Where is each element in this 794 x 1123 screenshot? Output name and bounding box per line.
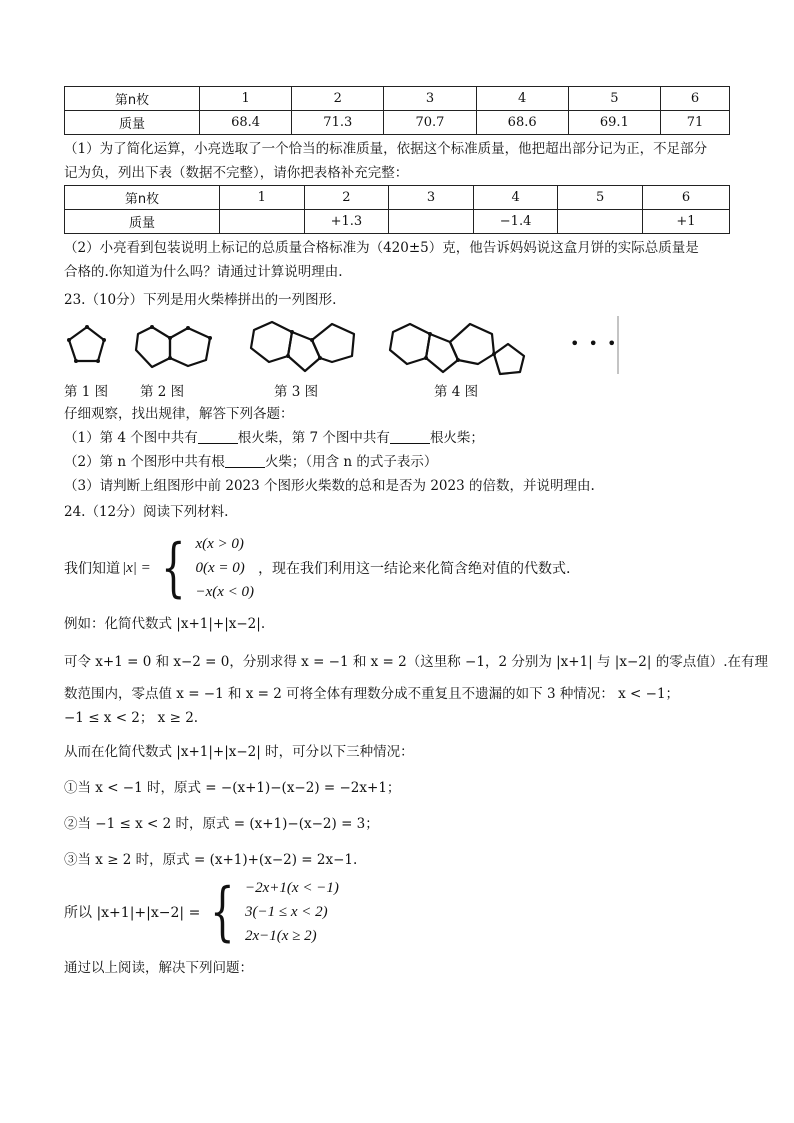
case-line: −x(x < 0) bbox=[195, 584, 255, 600]
case-1: ①当 x < −1 时，原式 = −(x+1)−(x−2) = −2x+1； bbox=[64, 780, 401, 796]
definition-cases bbox=[196, 532, 255, 604]
q23-part1 bbox=[64, 426, 730, 450]
definition-prefix: 我们知道 bbox=[64, 561, 120, 577]
table-cell: 6 bbox=[643, 186, 730, 210]
case-line: x(x > 0) bbox=[195, 536, 244, 552]
case-3: ③当 x ≥ 2 时，原式 = (x+1)+(x−2) = 2x−1. bbox=[64, 852, 358, 868]
worksheet-page bbox=[64, 86, 768, 980]
deviation-table bbox=[64, 185, 730, 234]
table-cell: 1 bbox=[220, 186, 305, 210]
abs-definition bbox=[64, 532, 730, 604]
table-cell: −1.4 bbox=[473, 210, 558, 234]
q23-part1-text: （1）第 4 个图中共有 bbox=[64, 430, 198, 446]
table-cell: 第n枚 bbox=[65, 186, 220, 210]
table-cell: 5 bbox=[568, 87, 660, 111]
continuation-dots: • • • bbox=[570, 334, 619, 353]
q23-part3: （3）请判断上组图形中前 2023 个图形火柴数的总和是否为 2023 的倍数，并说明理由. bbox=[64, 478, 595, 494]
abs-x: |x| = bbox=[122, 559, 151, 576]
final-prompt: 通过以上阅读，解决下列问题： bbox=[64, 960, 253, 976]
table-cell: 第n枚 bbox=[65, 87, 200, 111]
case-2: ②当 −1 ≤ x < 2 时，原式 = (x+1)−(x−2) = 3； bbox=[64, 816, 379, 832]
table-cell: 68.4 bbox=[200, 111, 292, 135]
zero-point-para-cont: 数范围内，零点值 x = −1 和 x = 2 可将全体有理数分成不重复且不遗漏的如下 3 种情况： x < −1； bbox=[64, 686, 680, 702]
table-cell: 3 bbox=[384, 87, 476, 111]
table-cell: 6 bbox=[661, 87, 730, 111]
table-header-row bbox=[65, 186, 730, 210]
q2-text-cont: 合格的.你知道为什么吗？请通过计算说明理由. bbox=[64, 264, 343, 280]
zero-point-para: 可令 x+1 = 0 和 x−2 = 0，分别求得 x = −1 和 x = 2（这里称 −1，2 分别为 |x+1| 与 |x−2| 的零点值）.在有理 bbox=[64, 654, 768, 670]
q23-title: 23.（10分）下列是用火柴棒拼出的一列图形. bbox=[64, 292, 337, 308]
piecewise-result bbox=[64, 876, 730, 948]
table-row bbox=[65, 111, 730, 135]
q23-part2-text: 火柴；（用含 n 的式子表示） bbox=[264, 454, 438, 470]
left-brace: { bbox=[210, 875, 235, 949]
table-cell: 71 bbox=[661, 111, 730, 135]
figure-4-pentagon-3 bbox=[450, 324, 494, 364]
q23-part2-text: （2）第 n 个图形中共有根 bbox=[64, 454, 225, 470]
table-row bbox=[65, 210, 730, 234]
case-line: 0(x = 0) bbox=[195, 560, 245, 576]
table-cell: 71.3 bbox=[292, 111, 384, 135]
figure-3-pentagon-right bbox=[312, 324, 354, 362]
answer-blank[interactable] bbox=[198, 429, 238, 444]
left-brace: { bbox=[160, 531, 186, 605]
figure-3-pentagon-left bbox=[251, 322, 292, 362]
table-cell: 70.7 bbox=[384, 111, 476, 135]
q23-part1-text: 根火柴； bbox=[429, 430, 484, 446]
table-cell: 2 bbox=[292, 87, 384, 111]
table-cell: 1 bbox=[200, 87, 292, 111]
example-text: 例如：化简代数式 |x+1|+|x−2|. bbox=[64, 616, 266, 632]
matchstick-figures bbox=[64, 316, 730, 378]
figure-label: 第 4 图 bbox=[434, 384, 479, 400]
figure-labels bbox=[64, 378, 730, 402]
figure-1-pentagon bbox=[69, 327, 104, 361]
table-cell: 质量 bbox=[65, 210, 220, 234]
table-cell: 5 bbox=[558, 186, 643, 210]
table-cell: 68.6 bbox=[476, 111, 568, 135]
result-prefix: 所以 |x+1|+|x−2| = bbox=[64, 905, 201, 921]
table-cell bbox=[558, 210, 643, 234]
mass-table bbox=[64, 86, 730, 135]
figure-2-pentagon-right bbox=[170, 328, 210, 366]
table-cell: 4 bbox=[476, 87, 568, 111]
case-line: 2x−1(x ≥ 2) bbox=[245, 928, 317, 944]
table-cell: 3 bbox=[389, 186, 474, 210]
zero-point-para-cont: −1 ≤ x < 2； x ≥ 2. bbox=[64, 710, 199, 726]
cases-intro: 从而在化简代数式 |x+1|+|x−2| 时，可分以下三种情况： bbox=[64, 744, 414, 760]
definition-suffix: ，现在我们利用这一结论来化简含绝对值的代数式. bbox=[258, 561, 571, 577]
q1-text-cont: 记为负，列出下表（数据不完整），请你把表格补充完整： bbox=[64, 165, 409, 181]
figure-label: 第 2 图 bbox=[140, 384, 185, 400]
result-cases bbox=[245, 876, 339, 948]
q2-text: （2）小亮看到包装说明上标记的总质量合格标准为（420±5）克，他告诉妈妈说这盒月饼的实际总质量是 bbox=[64, 240, 699, 256]
matchstick-figures-svg bbox=[64, 316, 624, 378]
q23-part2 bbox=[64, 450, 730, 474]
q24-title: 24.（12分）阅读下列材料. bbox=[64, 504, 229, 520]
table-cell: +1 bbox=[643, 210, 730, 234]
case-line: 3(−1 ≤ x < 2) bbox=[245, 904, 328, 920]
table-cell: 2 bbox=[304, 186, 389, 210]
figure-label: 第 1 图 bbox=[64, 384, 109, 400]
q23-part1-text: 根火柴，第 7 个图中共有 bbox=[237, 430, 390, 446]
table-cell bbox=[389, 210, 474, 234]
table-cell bbox=[220, 210, 305, 234]
q1-text: （1）为了简化运算，小亮选取了一个恰当的标准质量，依据这个标准质量，他把超出部分记为正，不足部分 bbox=[64, 141, 708, 157]
answer-blank[interactable] bbox=[225, 453, 265, 468]
figure-4-pentagon-4 bbox=[494, 344, 524, 374]
table-cell: 4 bbox=[473, 186, 558, 210]
table-cell: +1.3 bbox=[304, 210, 389, 234]
figure-2-pentagon-left bbox=[136, 327, 170, 367]
figure-label: 第 3 图 bbox=[274, 384, 319, 400]
table-cell: 69.1 bbox=[568, 111, 660, 135]
answer-blank[interactable] bbox=[390, 429, 430, 444]
table-header-row bbox=[65, 87, 730, 111]
case-line: −2x+1(x < −1) bbox=[245, 880, 339, 896]
table-cell: 质量 bbox=[65, 111, 200, 135]
q23-intro: 仔细观察，找出规律，解答下列各题： bbox=[64, 406, 294, 422]
